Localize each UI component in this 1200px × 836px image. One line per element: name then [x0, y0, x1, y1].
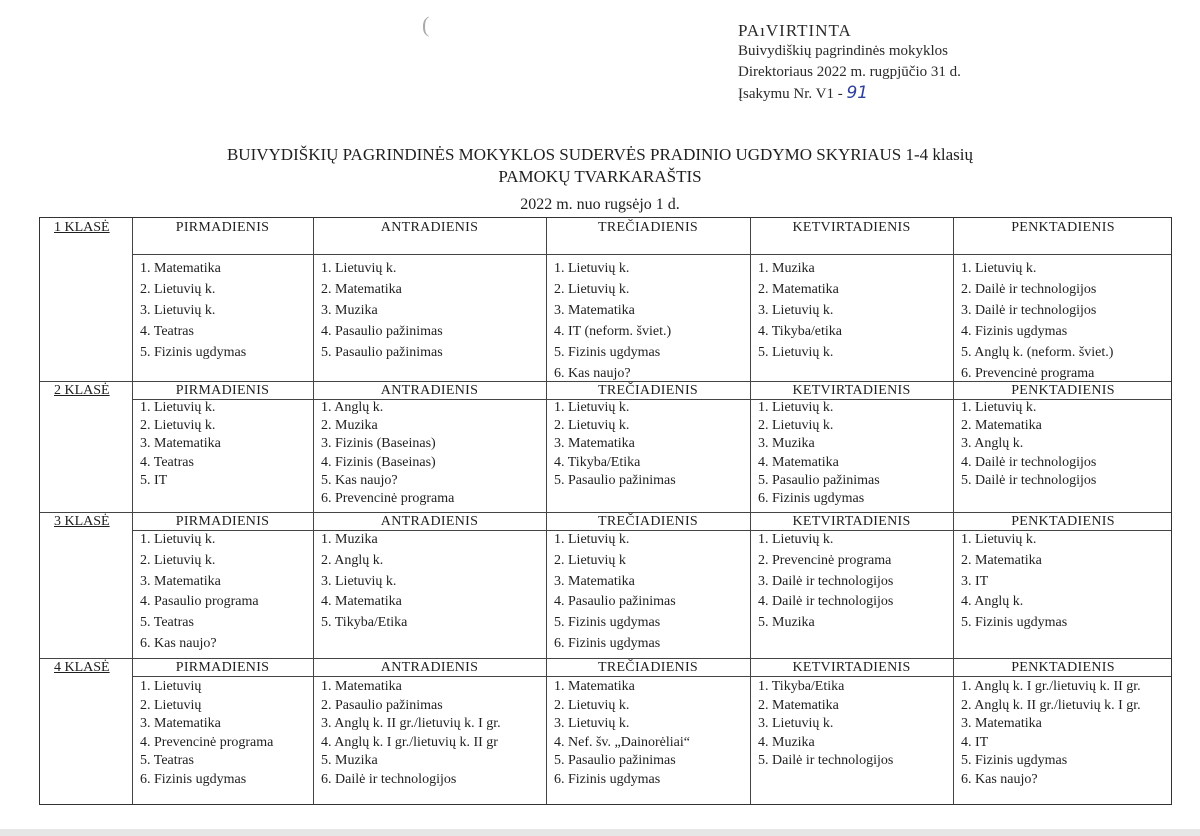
- lesson-item: 3. Muzika: [758, 436, 815, 452]
- document-subtitle: PAMOKŲ TVARKARAŠTIS: [498, 167, 702, 186]
- lesson-list: [750, 678, 953, 771]
- lesson-item: 3. Lietuvių k.: [758, 303, 834, 318]
- lesson-list: [750, 258, 953, 363]
- class-label: 3 KLASĖ: [54, 514, 110, 529]
- lesson-item: 5. Dailė ir technologijos: [758, 753, 894, 768]
- lesson-item: 4. Pasaulio programa: [140, 594, 259, 610]
- lesson-item: 1. Matematika: [554, 679, 635, 694]
- lesson-item: 2. Lietuvių k.: [140, 418, 216, 434]
- lesson-item: 5. Fizinis ugdymas: [554, 615, 661, 631]
- lesson-item: 4. Anglų k. I gr./lietuvių k. II gr: [321, 734, 498, 750]
- lesson-item: 5. Fizinis ugdymas: [140, 345, 247, 360]
- lesson-item: 5. Fizinis ugdymas: [961, 615, 1068, 631]
- lesson-list: [953, 530, 1173, 634]
- lesson-item: 1. Lietuvių k.: [961, 400, 1037, 415]
- lesson-list: [546, 530, 750, 655]
- lesson-item: 4. IT (neform. šviet.): [554, 324, 672, 339]
- lesson-item: 2. Pasaulio pažinimas: [321, 697, 443, 713]
- lesson-item: 4. Teatras: [140, 324, 194, 339]
- lesson-item: 4. Nef. šv. „Dainorėliai“: [554, 734, 690, 750]
- lesson-item: 5. IT: [140, 472, 168, 488]
- class-label: 1 KLASĖ: [54, 220, 110, 235]
- lesson-item: 2. Matematika: [321, 282, 402, 297]
- lesson-item: 1. Lietuvių k.: [554, 532, 630, 547]
- approval-title: PAıVIRTINTA: [738, 21, 852, 40]
- day-header-trečiadienis: TREČIADIENIS: [597, 383, 699, 398]
- day-header-penktadienis: PENKTADIENIS: [1011, 383, 1115, 398]
- lesson-item: 1. Matematika: [140, 261, 221, 276]
- lesson-item: 4. Matematika: [321, 594, 402, 610]
- lesson-item: 5. Tikyba/Etika: [321, 615, 408, 631]
- day-header-antradienis: ANTRADIENIS: [380, 660, 479, 675]
- lesson-item: 4. Matematika: [758, 454, 839, 470]
- lesson-item: 4. Pasaulio pažinimas: [321, 324, 443, 339]
- lesson-item: 1. Anglų k.: [321, 400, 384, 415]
- lesson-item: 3. Matematika: [961, 716, 1042, 731]
- approval-stamp: [738, 20, 961, 105]
- lesson-item: 1. Lietuvių k.: [961, 532, 1037, 547]
- lesson-item: 5. Pasaulio pažinimas: [758, 472, 880, 488]
- lesson-list: [313, 678, 546, 789]
- lesson-item: 4. Fizinis ugdymas: [961, 324, 1068, 339]
- document-title: BUIVYDIŠKIŲ PAGRINDINĖS MOKYKLOS SUDERVĖS PRADINIO UGDYMO SKYRIAUS 1-4 klasių: [226, 145, 974, 164]
- lesson-list: [132, 399, 313, 490]
- day-header-antradienis: ANTRADIENIS: [380, 383, 479, 398]
- class-label: 4 KLASĖ: [54, 660, 110, 675]
- lesson-item: 5. Fizinis ugdymas: [554, 345, 661, 360]
- schedule-table: [39, 217, 1172, 805]
- day-header-penktadienis: PENKTADIENIS: [1011, 660, 1115, 675]
- lesson-item: 6. Fizinis ugdymas: [140, 771, 247, 787]
- lesson-list: [132, 678, 313, 789]
- lesson-item: 3. Muzika: [321, 303, 378, 318]
- lesson-item: 2. Lietuvių: [140, 697, 202, 713]
- lesson-item: 5. Anglų k. (neform. šviet.): [961, 345, 1114, 360]
- page-bottom-edge: [0, 829, 1200, 836]
- lesson-item: 1. Lietuvių: [140, 679, 202, 694]
- lesson-item: 5. Kas naujo?: [321, 472, 398, 488]
- lesson-item: 2. Muzika: [321, 418, 378, 434]
- order-number: 91: [846, 83, 869, 103]
- lesson-list: [953, 678, 1173, 789]
- lesson-list: [953, 258, 1173, 384]
- lesson-item: 6. Fizinis ugdymas: [758, 491, 865, 507]
- lesson-item: 1. Lietuvių k.: [758, 532, 834, 547]
- lesson-item: 1. Anglų k. I gr./lietuvių k. II gr.: [961, 679, 1141, 694]
- lesson-item: 5. Pasaulio pažinimas: [554, 472, 676, 488]
- lesson-item: 3. Matematika: [140, 573, 221, 589]
- lesson-item: 2. Lietuvių k.: [554, 418, 630, 434]
- lesson-item: 3. Matematika: [554, 436, 635, 452]
- lesson-item: 6. Kas naujo?: [554, 366, 631, 381]
- lesson-item: 2. Matematika: [758, 697, 839, 713]
- lesson-item: 6. Fizinis ugdymas: [554, 771, 661, 787]
- lesson-item: 5. Fizinis ugdymas: [961, 753, 1068, 768]
- lesson-item: 4. Teatras: [140, 454, 194, 470]
- lesson-item: 6. Fizinis ugdymas: [554, 635, 661, 651]
- day-header-penktadienis: PENKTADIENIS: [1011, 220, 1115, 235]
- lesson-list: [546, 678, 750, 789]
- scan-mark: (: [422, 12, 430, 37]
- lesson-item: 1. Muzika: [321, 532, 378, 547]
- lesson-list: [750, 399, 953, 508]
- day-header-trečiadienis: TREČIADIENIS: [597, 660, 699, 675]
- lesson-list: [953, 399, 1173, 490]
- lesson-item: 4. Pasaulio pažinimas: [554, 594, 676, 610]
- lesson-item: 4. Anglų k.: [961, 594, 1024, 610]
- lesson-item: 2. Anglų k.: [321, 552, 384, 568]
- lesson-item: 3. Matematika: [554, 573, 635, 589]
- lesson-item: 5. Pasaulio pažinimas: [321, 345, 443, 360]
- day-header-antradienis: ANTRADIENIS: [380, 220, 479, 235]
- lesson-item: 1. Lietuvių k.: [758, 400, 834, 415]
- day-header-pirmadienis: PIRMADIENIS: [175, 660, 270, 675]
- lesson-item: 5. Muzika: [321, 753, 378, 768]
- day-header-ketvirtadienis: KETVIRTADIENIS: [792, 660, 911, 675]
- lesson-list: [132, 258, 313, 363]
- lesson-item: 3. Anglų k.: [961, 436, 1024, 452]
- lesson-list: [313, 530, 546, 634]
- lesson-item: 2. Matematika: [758, 282, 839, 297]
- lesson-item: 4. Dailė ir technologijos: [961, 454, 1097, 470]
- lesson-item: 2. Lietuvių k.: [758, 418, 834, 434]
- lesson-item: 3. Lietuvių k.: [758, 716, 834, 731]
- class-label: 2 KLASĖ: [54, 383, 110, 398]
- day-header-ketvirtadienis: KETVIRTADIENIS: [792, 383, 911, 398]
- approval-line-school: Buivydiškių pagrindinės mokyklos: [738, 43, 948, 59]
- lesson-item: 2. Prevencinė programa: [758, 552, 892, 568]
- lesson-item: 3. Anglų k. II gr./lietuvių k. I gr.: [321, 716, 501, 731]
- lesson-item: 2. Lietuvių k.: [554, 282, 630, 297]
- lesson-item: 1. Lietuvių k.: [554, 261, 630, 276]
- day-header-pirmadienis: PIRMADIENIS: [175, 514, 270, 529]
- lesson-item: 1. Lietuvių k.: [140, 532, 216, 547]
- lesson-list: [750, 530, 953, 634]
- lesson-list: [313, 258, 546, 363]
- lesson-item: 3. Matematika: [140, 436, 221, 452]
- lesson-item: 2. Lietuvių k.: [554, 697, 630, 713]
- lesson-item: 4. Prevencinė programa: [140, 734, 274, 750]
- lesson-item: 2. Dailė ir technologijos: [961, 282, 1097, 297]
- lesson-item: 5. Lietuvių k.: [758, 345, 834, 360]
- lesson-item: 2. Matematika: [961, 418, 1042, 434]
- lesson-item: 4. Dailė ir technologijos: [758, 594, 894, 610]
- lesson-list: [546, 258, 750, 384]
- lesson-item: 2. Lietuvių k.: [140, 282, 216, 297]
- lesson-item: 1. Lietuvių k.: [321, 261, 397, 276]
- lesson-item: 6. Kas naujo?: [140, 635, 217, 651]
- lesson-item: 2. Anglų k. II gr./lietuvių k. I gr.: [961, 697, 1141, 713]
- day-header-antradienis: ANTRADIENIS: [380, 514, 479, 529]
- lesson-item: 2. Lietuvių k: [554, 552, 626, 568]
- lesson-item: 3. Fizinis (Baseinas): [321, 436, 436, 452]
- document-date: 2022 m. nuo rugsėjo 1 d.: [520, 196, 680, 213]
- lesson-item: 4. Muzika: [758, 734, 815, 750]
- lesson-list: [313, 399, 546, 508]
- lesson-item: 5. Muzika: [758, 615, 815, 631]
- lesson-item: 3. Matematika: [554, 303, 635, 318]
- lesson-item: 4. IT: [961, 734, 989, 750]
- approval-line-director: Direktoriaus 2022 m. rugpjūčio 31 d.: [738, 64, 961, 80]
- lesson-item: 4. Fizinis (Baseinas): [321, 454, 436, 470]
- lesson-item: 3. Lietuvių k.: [140, 303, 216, 318]
- lesson-item: 1. Matematika: [321, 679, 402, 694]
- lesson-item: 2. Matematika: [961, 552, 1042, 568]
- lesson-item: 5. Teatras: [140, 615, 194, 631]
- day-header-divider: [132, 254, 1171, 255]
- lesson-item: 3. Lietuvių k.: [321, 573, 397, 589]
- lesson-item: 6. Dailė ir technologijos: [321, 771, 457, 787]
- lesson-item: 6. Prevencinė programa: [321, 491, 455, 507]
- day-header-penktadienis: PENKTADIENIS: [1011, 514, 1115, 529]
- lesson-item: 1. Lietuvių k.: [554, 400, 630, 415]
- lesson-item: 4. Tikyba/Etika: [554, 454, 641, 470]
- order-label: Įsakymu Nr. V1 -: [738, 86, 843, 102]
- day-header-trečiadienis: TREČIADIENIS: [597, 514, 699, 529]
- lesson-item: 1. Tikyba/Etika: [758, 679, 845, 694]
- lesson-item: 3. Lietuvių k.: [554, 716, 630, 731]
- day-header-ketvirtadienis: KETVIRTADIENIS: [792, 514, 911, 529]
- lesson-item: 3. IT: [961, 573, 989, 589]
- lesson-item: 1. Lietuvių k.: [140, 400, 216, 415]
- lesson-item: 3. Matematika: [140, 716, 221, 731]
- lesson-list: [132, 530, 313, 655]
- lesson-item: 6. Kas naujo?: [961, 771, 1038, 787]
- lesson-item: 1. Muzika: [758, 261, 815, 276]
- approval-line-order: [738, 83, 961, 105]
- lesson-item: 5. Pasaulio pažinimas: [554, 753, 676, 768]
- day-header-trečiadienis: TREČIADIENIS: [597, 220, 699, 235]
- lesson-item: 5. Teatras: [140, 753, 194, 768]
- lesson-item: 6. Prevencinė programa: [961, 366, 1095, 381]
- lesson-item: 3. Dailė ir technologijos: [758, 573, 894, 589]
- day-header-pirmadienis: PIRMADIENIS: [175, 383, 270, 398]
- day-header-ketvirtadienis: KETVIRTADIENIS: [792, 220, 911, 235]
- lesson-item: 4. Tikyba/etika: [758, 324, 843, 339]
- lesson-item: 5. Dailė ir technologijos: [961, 472, 1097, 488]
- lesson-item: 3. Dailė ir technologijos: [961, 303, 1097, 318]
- day-header-pirmadienis: PIRMADIENIS: [175, 220, 270, 235]
- lesson-item: 1. Lietuvių k.: [961, 261, 1037, 276]
- lesson-item: 2. Lietuvių k.: [140, 552, 216, 568]
- lesson-list: [546, 399, 750, 490]
